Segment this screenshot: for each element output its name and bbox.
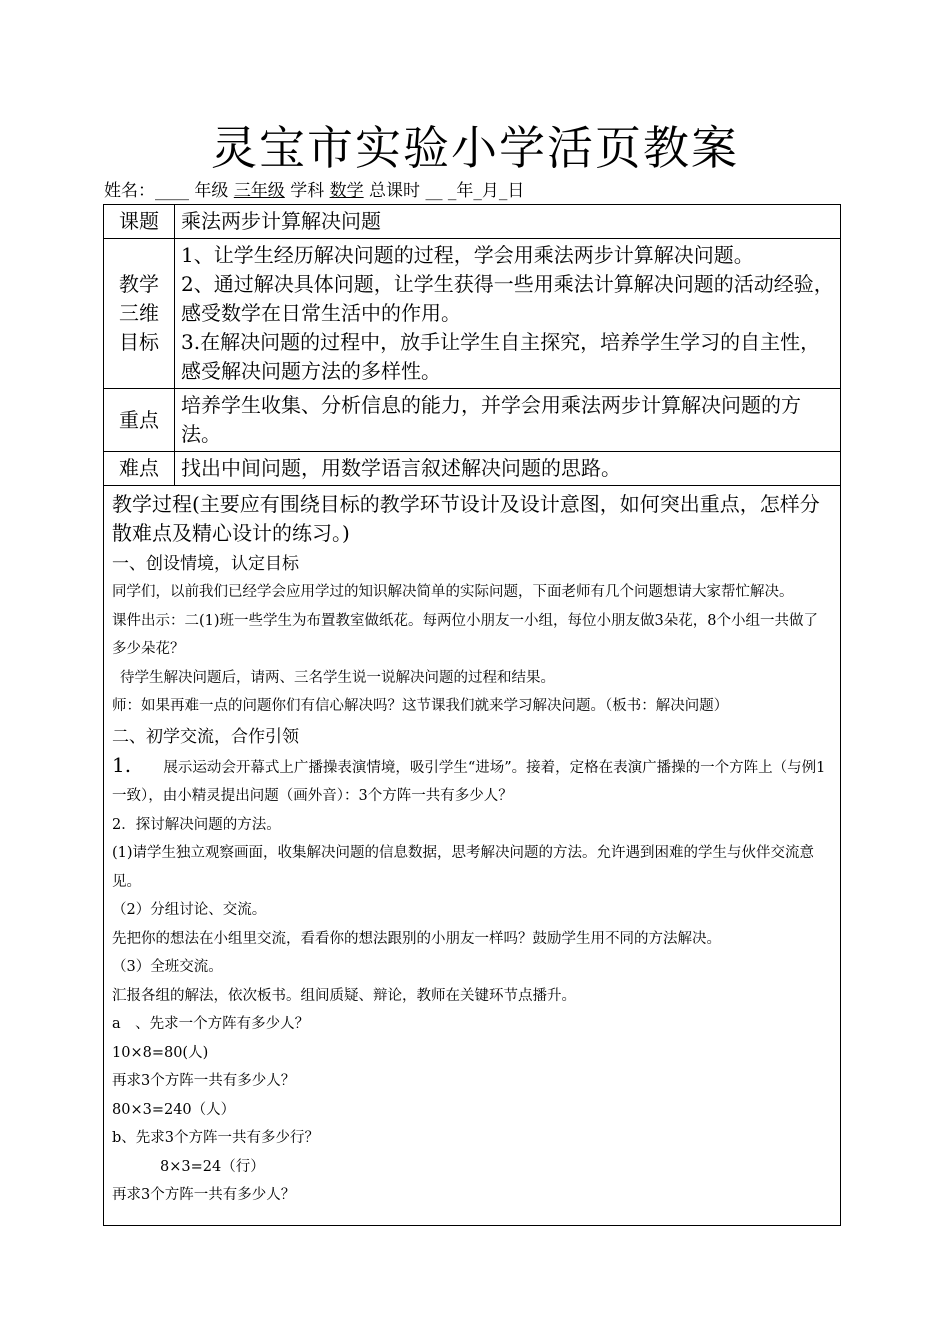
goals-value [175,239,841,389]
paragraph: 待学生解决问题后，请两、三名学生说一说解决问题的过程和结果。 [120,669,555,686]
process-row [104,486,841,1226]
paragraph: (1)请学生独立观察画面，收集解决问题的信息数据，思考解决问题的方法。允许遇到困难的学生与伙伴交流意见。 [112,845,815,890]
goal-item: 2、通过解决具体问题，让学生获得一些用乘法计算解决问题的活动经验，感受数学在日常生活中的作用。 [181,272,834,325]
goals-row [104,239,841,389]
document-title: 灵宝市实验小学活页教案 [211,121,739,175]
hours-label: 总课时 [369,181,421,201]
paragraph: 汇报各组的解法，依次板书。组间质疑、辩论，教师在关键环节点播升。 [112,987,576,1004]
paragraph: （2）分组讨论、交流。 [112,902,267,918]
paragraph: 再求3个方阵一共有多少人？ [112,1073,296,1089]
key-label: 重点 [104,389,175,452]
paragraph: a 、先求一个方阵有多少人？ [112,1016,310,1032]
goals-label-line: 三维 [119,301,159,325]
paragraph: （3）全班交流。 [112,959,223,975]
paragraph [112,751,832,811]
goals-label-line: 目标 [119,330,159,354]
goals-label [104,239,175,389]
paragraph: b、先求3个方阵一共有多少行？ [112,1130,320,1146]
grade-label: 年级 [194,181,229,201]
grade-value: 三年级 [233,181,285,201]
equation: 80×3=240（人） [112,1101,236,1118]
goals-label-line: 教学 [119,272,159,296]
difficulty-row [104,452,841,486]
equation: 8×3=24（行） [160,1158,265,1175]
paragraph: 再求3个方阵一共有多少人？ [112,1187,296,1203]
equation: 10×8=80(人) [112,1044,209,1061]
paragraph: 先把你的想法在小组里交流，看看你的想法跟别的小朋友一样吗？鼓励学生用不同的方法解决。 [112,930,721,947]
section-2-heading: 二、初学交流，合作引领 [112,726,299,747]
topic-value: 乘法两步计算解决问题 [175,205,841,239]
subject-label: 学科 [290,181,325,201]
paragraph: 课件出示：二(1)班一些学生为布置教室做纸花。每两位小朋友一小组，每位小朋友做3朵花，8个小组一共做了多少朵花？ [112,612,818,657]
topic-row [104,205,841,239]
paragraph: 2．探讨解决问题的方法。 [112,816,281,833]
step-number: 1. [112,752,132,777]
name-label: 姓名： [104,181,155,201]
goal-item: 1、让学生经历解决问题的过程，学会用乘法两步计算解决问题。 [181,243,754,267]
key-row [104,389,841,452]
goal-item: 3.在解决问题的过程中，放手让学生自主探究，培养学生学习的自主性，感受解决问题方法的多样性。 [181,330,821,383]
hours-blank: __ [425,181,443,201]
date-text: _年_月_日 [447,181,525,201]
section-1-heading: 一、创设情境，认定目标 [112,554,299,574]
process-cell [104,486,841,1226]
paragraph: 同学们，以前我们已经学会应用学过的知识解决简单的实际问题，下面老师有几个问题想请大家帮忙解决。 [112,584,794,600]
subject-value: 数学 [329,181,364,201]
name-blank: ____ [155,181,189,201]
process-heading: 教学过程(主要应有围绕目标的教学环节设计及设计意图，如何突出重点，怎样分散难点及精心设计的练习。) [112,492,820,545]
lesson-plan-table [103,204,841,1226]
key-value: 培养学生收集、分析信息的能力，并学会用乘法两步计算解决问题的方法。 [175,389,841,452]
info-line [104,180,524,202]
paragraph: 师：如果再难一点的问题你们有信心解决吗？这节课我们就来学习解决问题。（板书：解决问题） [112,698,729,714]
step-text: 展示运动会开幕式上广播操表演情境，吸引学生“进场”。接着，定格在表演广播操的一个方阵上（与例1一致），由小精灵提出问题（画外音）：3个方阵一共有多少人？ [112,759,826,804]
difficulty-value: 找出中间问题，用数学语言叙述解决问题的思路。 [175,452,841,486]
topic-label: 课题 [104,205,175,239]
difficulty-label: 难点 [104,452,175,486]
